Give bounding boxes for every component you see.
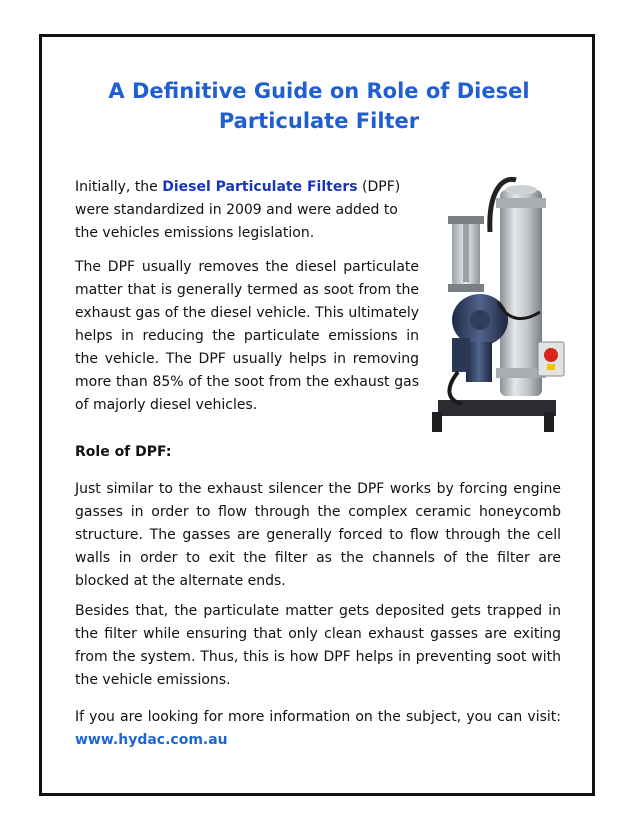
role-paragraph: Just similar to the exhaust silencer the DPF works by forcing engine gasses in order to flow through the complex ceramic honeycomb structure. The gasses are generally forced to flow through the cell walls in order to exit the filter as the channels of the filter are blocked at the alternate ends. (75, 481, 561, 589)
role-heading: Role of DPF: (75, 444, 172, 460)
dpf-paragraph: The DPF usually removes the diesel particulate matter that is generally termed as soot from the exhaust gas of the diesel vehicle. This ultimately helps in reducing the particulate emissions in the vehicle. The DPF usually helps in removing more than 85% of the soot from the exhaust gas of majorly diesel vehicles. (75, 259, 419, 413)
dpf-unit-image (428, 172, 570, 432)
intro-prefix: Initially, the (75, 179, 163, 195)
more-info-paragraph (75, 706, 561, 752)
more-info-prefix: If you are looking for more information on the subject, you can visit: (75, 709, 561, 725)
besides-paragraph: Besides that, the particulate matter gets deposited gets trapped in the filter while ensuring that only clean exhaust gasses are exiting from the system. Thus, this is how DPF helps in preventing soot with the vehicle emissions. (75, 603, 561, 688)
filter-housing (500, 190, 542, 396)
dpf-link[interactable]: Diesel Particulate Filters (162, 179, 358, 195)
intro-suffix: (DPF) were standardized in 2009 and were added to the vehicles emissions legislation. (75, 179, 401, 241)
page-title: A Definitive Guide on Role of Diesel Particulate Filter (108, 79, 530, 133)
website-link[interactable]: www.hydac.com.au (75, 732, 228, 748)
intro-paragraph (75, 176, 419, 245)
